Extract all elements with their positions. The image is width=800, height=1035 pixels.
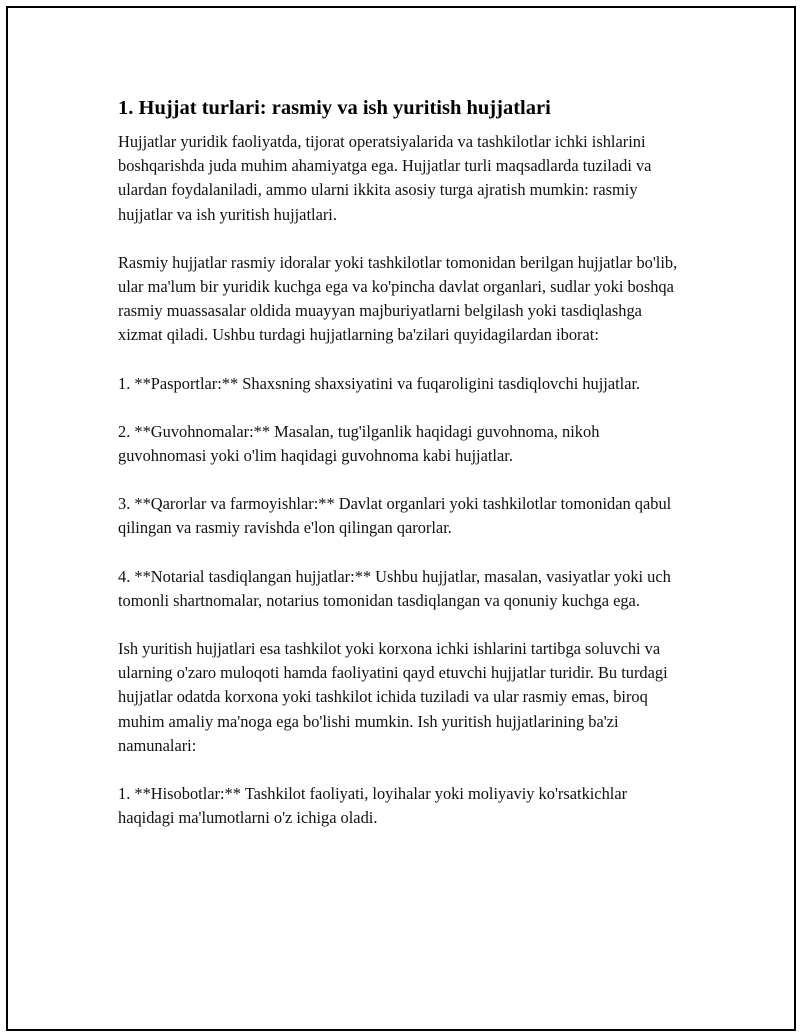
list-item-passports: 1. **Pasportlar:** Shaxsning shaxsiyatini va fuqaroligini tasdiqlovchi hujjatlar. — [118, 373, 641, 393]
document-title: 1. Hujjat turlari: rasmiy va ish yuritish hujjatlari — [118, 97, 551, 119]
paragraph-intro: Hujjatlar yuridik faoliyatda, tijorat operatsiyalarida va tashkilotlar ichki ishlarini boshqarishda juda muhim ahamiyatga ega. Hujjatlar turli maqsadlarda tuziladi va ulardan foydalaniladi, ammo ularni ikkita asosiy turga ajratish mumkin: rasmiy hujjatlar va ish yuritish hujjatlari. — [118, 132, 652, 224]
list-item-decisions: 3. **Qarorlar va farmoyishlar:** Davlat organlari yoki tashkilotlar tomonidan qabul qilingan va rasmiy ravishda e'lon qilingan qarorlar. — [118, 494, 672, 538]
paragraph-business-documents: Ish yuritish hujjatlari esa tashkilot yoki korxona ichki ishlarini tartibga soluvchi va ularning o'zaro muloqoti hamda faoliyatini qayd etuvchi hujjatlar turidir. Bu turdagi hujjatlar odatda korxona yoki tashkilot ichida tuziladi va ular rasmiy emas, biroq muhim amaliy ma'noga ega bo'lishi mumkin. Ish yuritish hujjatlarining ba'zi namunalari: — [118, 639, 668, 755]
list-item-reports: 1. **Hisobotlar:** Tashkilot faoliyati, loyihalar yoki moliyaviy ko'rsatkichlar haqidagi ma'lumotlarni o'z ichiga oladi. — [118, 784, 628, 828]
document-body — [118, 94, 684, 830]
list-item-notarial-documents: 4. **Notarial tasdiqlangan hujjatlar:** Ushbu hujjatlar, masalan, vasiyatlar yoki uch tomonli shartnomalar, notarius tomonidan tasdiqlangan va qonuniy kuchga ega. — [118, 566, 671, 610]
paragraph-official-documents: Rasmiy hujjatlar rasmiy idoralar yoki tashkilotlar tomonidan berilgan hujjatlar bo'lib, ular ma'lum bir yuridik kuchga ega va ko'pincha davlat organlari, sudlar yoki boshqa rasmiy muassasalar oldida muayyan majburiyatlarni belgilash yoki tasdiqlashga xizmat qiladi. Ushbu turdagi hujjatlarning ba'zilari quyidagilardan iborat: — [118, 252, 678, 345]
list-item-certificates: 2. **Guvohnomalar:** Masalan, tug'ilganlik haqidagi guvohnoma, nikoh guvohnomasi yoki o'lim haqidagi guvohnoma kabi hujjatlar. — [118, 421, 600, 466]
